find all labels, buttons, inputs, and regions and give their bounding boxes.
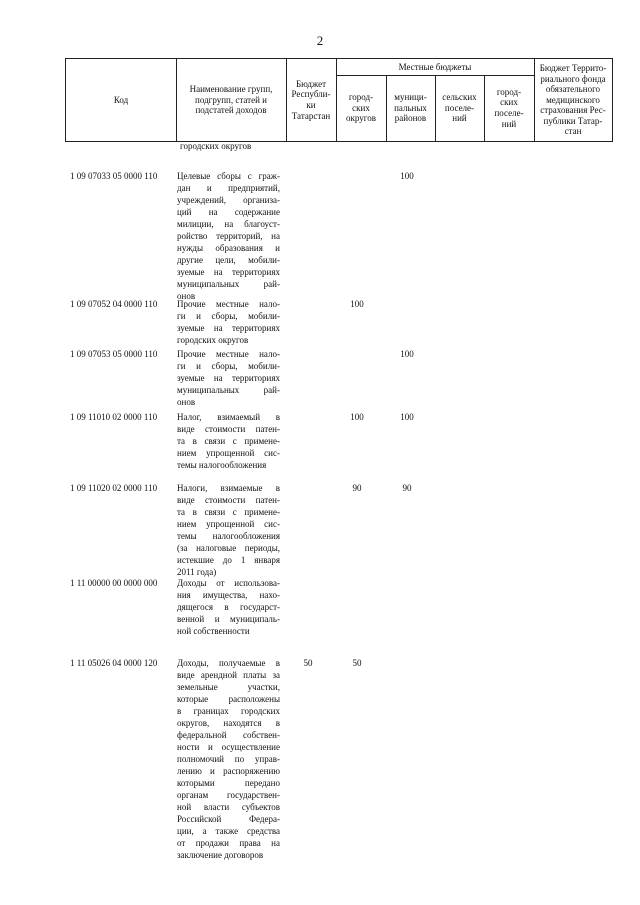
- value-municipal-districts: 100: [400, 171, 414, 181]
- row-name-line: ги и сборы, мобили-: [177, 361, 280, 371]
- value-municipal-districts: 100: [400, 412, 414, 422]
- header-line: Наименование групп,: [189, 84, 273, 95]
- header-line: муници-: [394, 92, 427, 103]
- row-name-line: ройство территорий, на: [177, 231, 280, 241]
- header-line: пальных: [394, 102, 427, 113]
- row-name-line: дящегося в государст-: [177, 602, 280, 612]
- row-name-line: дан и предприятий,: [177, 183, 280, 193]
- row-name-line: Прочие местные нало-: [177, 349, 280, 359]
- header-line: стан: [564, 126, 582, 137]
- header-line: Татарстан: [291, 110, 331, 121]
- header-line: поселе-: [494, 108, 524, 118]
- row-name-line: федеральной собствен-: [177, 730, 280, 740]
- row-name-line: Целевые сборы с граж-: [177, 171, 280, 181]
- row-name-line: ций на содержание: [177, 207, 280, 217]
- row-name-line: ности и осуществление: [177, 742, 280, 752]
- value-city-districts: 90: [352, 483, 362, 493]
- row-name-line: заключение договоров: [177, 850, 264, 860]
- spillover-text: городских округов: [180, 141, 252, 151]
- row-name: [177, 348, 280, 408]
- row-name-line: ной собственности: [177, 626, 250, 636]
- row-code: 1 09 11020 02 0000 110: [70, 483, 158, 493]
- header-rt-budget: [286, 59, 336, 141]
- header-line: ских: [500, 97, 518, 108]
- header-line: поселе-: [444, 102, 475, 113]
- row-code: 1 09 07053 05 0000 110: [70, 349, 158, 359]
- row-name-line: учреждений, организа-: [177, 195, 280, 205]
- row-name-line: Доходы, получаемые в: [177, 658, 280, 668]
- row-name-line: городских округов: [177, 335, 249, 345]
- header-municipal-districts: [386, 75, 435, 141]
- row-name: [177, 411, 280, 471]
- header-line: Бюджет Террито-: [539, 63, 607, 74]
- header-urban-settlements: [484, 75, 534, 141]
- header-name: [176, 59, 286, 141]
- row-name: [177, 482, 280, 578]
- row-name-line: полномочий по управ-: [177, 754, 280, 764]
- row-name-line: нием упрощенной сис-: [177, 448, 280, 458]
- row-name-line: которыми передано: [177, 778, 280, 788]
- row-name-line: ной власти субъектов: [177, 802, 280, 812]
- row-name-line: от продажи права на: [177, 838, 280, 848]
- row-name-line: ги и сборы, мобили-: [177, 311, 280, 321]
- value-rt-budget: 50: [303, 658, 313, 668]
- header-line: обязательного: [545, 84, 601, 95]
- row-name-line: органам государствен-: [177, 790, 280, 800]
- row-name-line: онов: [177, 291, 196, 301]
- row-name-line: Доходы от использова-: [177, 578, 280, 588]
- row-name-line: онов: [177, 397, 196, 407]
- header-code: Код: [113, 94, 129, 105]
- row-name-line: 2011 года): [177, 567, 217, 577]
- header-line: подгрупп, статей и: [195, 94, 267, 105]
- row-name-line: милиции, на благоуст-: [177, 219, 280, 229]
- row-name-line: ния имущества, нахо-: [177, 590, 280, 600]
- value-city-districts: 100: [350, 412, 364, 422]
- row-name-line: та в связи с примене-: [177, 507, 280, 517]
- header-line: город-: [496, 86, 522, 97]
- row-name-line: другие цели, мобили-: [177, 255, 280, 265]
- row-name: [177, 657, 280, 861]
- value-city-districts: 100: [350, 299, 364, 309]
- header-line: сельских: [442, 92, 477, 103]
- row-name-line: муниципальных рай-: [177, 385, 280, 395]
- header-line: районов: [394, 113, 427, 124]
- row-code: 1 09 11010 02 0000 110: [70, 412, 158, 422]
- row-name-line: лению и распоряжению: [177, 766, 280, 776]
- row-name-line: Прочие местные нало-: [177, 299, 280, 309]
- header-line: страхования Рес-: [540, 105, 606, 116]
- row-name-line: та в связи с примене-: [177, 436, 280, 446]
- header-line: ний: [452, 113, 467, 124]
- row-name-line: темы налогообложения: [177, 531, 280, 541]
- row-code: 1 11 05026 04 0000 120: [70, 658, 158, 668]
- header-line: округов: [346, 113, 376, 124]
- row-name-line: виде арендной платы за: [177, 670, 280, 680]
- row-name: [177, 298, 280, 346]
- row-name-line: (за налоговые периоды,: [177, 543, 280, 553]
- header-rural-settlements: [435, 75, 484, 141]
- header-line: риального фонда: [540, 73, 606, 84]
- row-name-line: ции, а также средства: [177, 826, 280, 836]
- row-code: 1 09 07052 04 0000 110: [70, 299, 158, 309]
- row-name-line: темы налогообложения: [177, 460, 267, 470]
- value-city-districts: 50: [352, 658, 362, 668]
- header-medical-fund: [534, 59, 612, 141]
- row-name-line: зуемые на территориях: [177, 323, 280, 333]
- row-name-line: зуемые на территориях: [177, 267, 280, 277]
- row-name-line: венной и муниципаль-: [177, 614, 280, 624]
- page-number: 2: [316, 33, 324, 48]
- header-line: ний: [501, 118, 517, 129]
- row-name-line: муниципальных рай-: [177, 279, 280, 289]
- row-name-line: истекшие до 1 января: [177, 555, 280, 565]
- value-municipal-districts: 100: [400, 349, 414, 359]
- row-name-line: Налог, взимаемый в: [177, 412, 280, 422]
- row-name: [177, 170, 280, 302]
- header-city-districts: [336, 75, 386, 141]
- row-name-line: Налоги, взимаемые в: [177, 483, 280, 493]
- row-name-line: виде стоимости патен-: [177, 424, 280, 434]
- row-name: [177, 577, 280, 637]
- value-municipal-districts: 90: [402, 483, 412, 493]
- row-name-line: округов, находятся в: [177, 718, 280, 728]
- row-name-line: зуемые на территориях: [177, 373, 280, 383]
- row-code: 1 11 00000 00 0000 000: [70, 578, 158, 588]
- table-header: [65, 58, 613, 142]
- row-name-line: земельные участки,: [177, 682, 280, 692]
- row-name-line: которые расположены: [177, 694, 280, 704]
- header-line: ки: [306, 100, 316, 110]
- header-local-budgets: Местные бюджеты: [398, 61, 472, 72]
- row-name-line: в границах городских: [177, 706, 280, 716]
- header-line: Бюджет: [295, 78, 327, 89]
- row-name-line: нужды образования и: [177, 243, 280, 253]
- header-line: медицинского: [546, 94, 600, 105]
- header-line: публики Татар-: [543, 115, 603, 126]
- row-name-line: Российской Федера-: [177, 814, 280, 824]
- row-code: 1 09 07033 05 0000 110: [70, 171, 158, 181]
- row-name-line: нием упрощенной сис-: [177, 519, 280, 529]
- header-line: город-: [348, 92, 374, 103]
- row-name-line: виде стоимости патен-: [177, 495, 280, 505]
- header-line: Республи-: [291, 89, 331, 100]
- header-line: подстатей доходов: [195, 105, 267, 116]
- header-line: ских: [352, 102, 370, 113]
